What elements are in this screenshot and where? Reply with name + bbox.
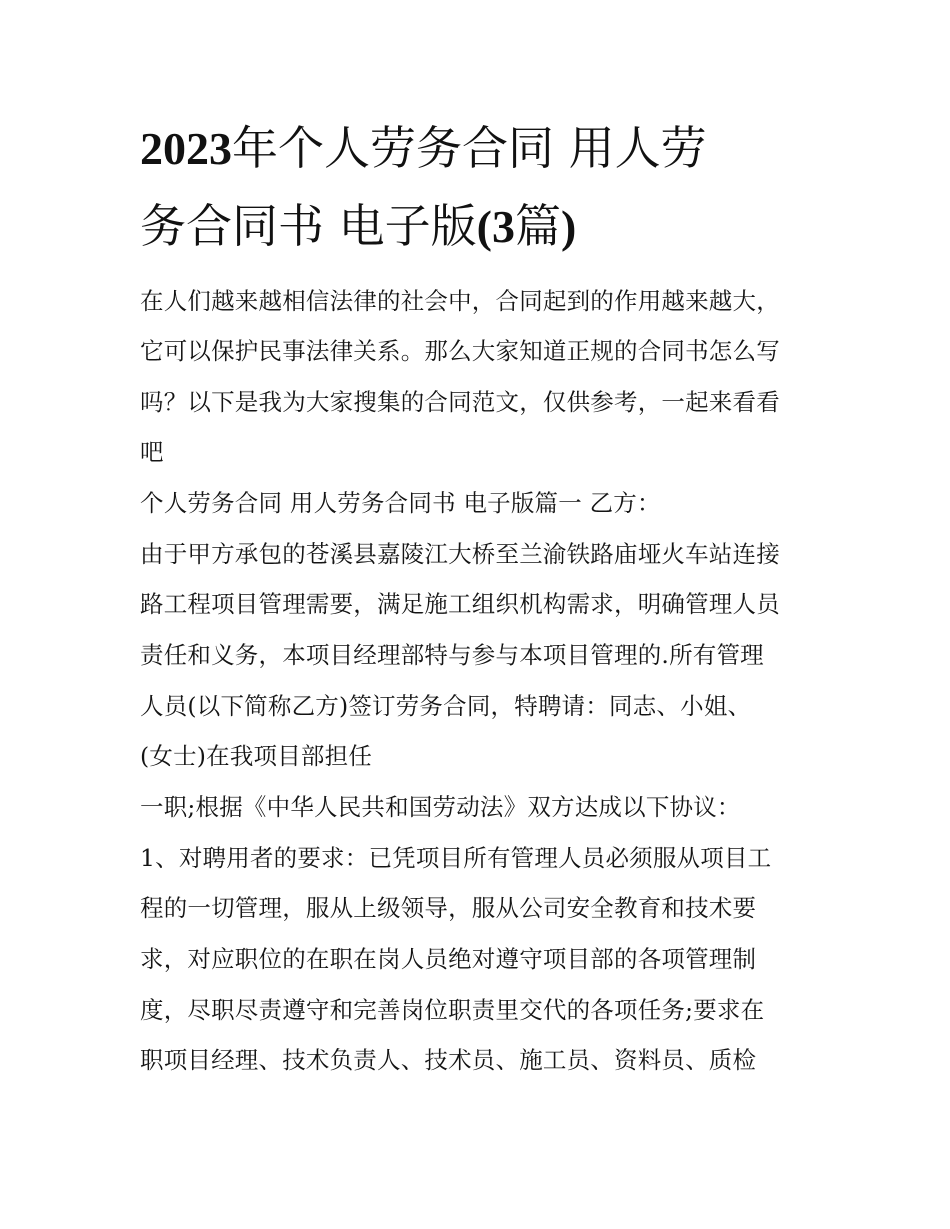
- paragraph-line: 吧: [140, 438, 164, 466]
- title-count-suffix: 篇: [514, 199, 561, 253]
- paragraph-line: 它可以保护民事法律关系。那么大家知道正规的合同书怎么写: [140, 337, 780, 365]
- title-count: (3: [476, 201, 515, 252]
- title-line-1-text: 年个人劳务合同 用人劳: [232, 121, 707, 175]
- paragraph-line: 1、对聘用者的要求：已凭项目所有管理人员必须服从项目工: [140, 844, 772, 872]
- document-title-line-1: [140, 120, 707, 177]
- paragraph-line: 一职;根据《中华人民共和国劳动法》双方达成以下协议：: [140, 793, 741, 821]
- paragraph-line: 求，对应职位的在职在岗人员绝对遵守项目部的各项管理制: [140, 945, 757, 973]
- title-line-2-text: 务合同书 电子版: [140, 199, 477, 253]
- paragraph-line: 路工程项目管理需要，满足施工组织机构需求，明确管理人员: [140, 590, 780, 618]
- title-close-paren: ): [560, 201, 577, 252]
- paragraph-line: 程的一切管理，服从上级领导，服从公司安全教育和技术要: [140, 894, 757, 922]
- section-heading-line: 个人劳务合同 用人劳务合同书 电子版篇一 乙方：: [140, 489, 661, 517]
- paragraph-line: 人员(以下简称乙方)签订劳务合同，特聘请：同志、小姐、: [140, 692, 752, 720]
- paragraph-line: 责任和义务，本项目经理部特与参与本项目管理的.所有管理: [140, 641, 764, 669]
- paragraph-line: 在人们越来越相信法律的社会中，合同起到的作用越来越大，: [140, 287, 780, 315]
- paragraph-line: (女士)在我项目部担任: [140, 742, 373, 770]
- paragraph-line: 由于甲方承包的苍溪县嘉陵江大桥至兰渝铁路庙垭火车站连接: [140, 540, 780, 568]
- paragraph-line: 吗？以下是我为大家搜集的合同范文，仅供参考，一起来看看: [140, 388, 780, 416]
- document-title-line-2: [140, 198, 576, 255]
- title-year: 2023: [140, 123, 232, 174]
- paragraph-line: 职项目经理、技术负责人、技术员、施工员、资料员、质检: [140, 1046, 757, 1074]
- paragraph-line: 度，尽职尽责遵守和完善岗位职责里交代的各项任务;要求在: [140, 996, 765, 1024]
